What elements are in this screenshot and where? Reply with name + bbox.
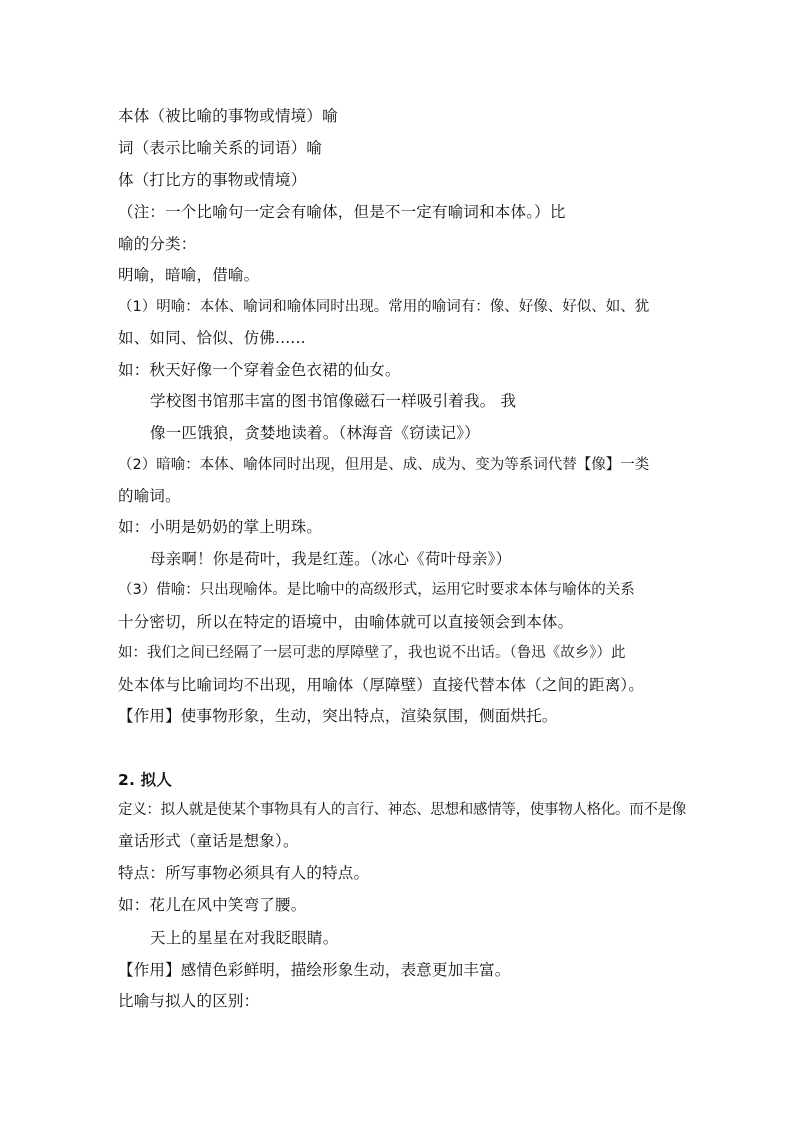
text-line: 体（打比方的事物或情境）	[118, 171, 307, 189]
text-line: 像一匹饿狼，贪婪地读着。（林海音《窃读记》）	[150, 424, 480, 442]
text-line: 定义：拟人就是使某个事物具有人的言行、神态、思想和感情等，使事物人格化。而不是像	[118, 802, 686, 818]
text-line: 本体（被比喻的事物或情境）喻	[118, 107, 338, 125]
text-line: 如：秋天好像一个穿着金色衣裙的仙女。	[118, 361, 401, 379]
text-line: 词（表示比喻关系的词语）喻	[118, 139, 323, 157]
text-line: 明喻，暗喻，借喻。	[118, 266, 260, 284]
text-line: 学校图书馆那丰富的图书馆像磁石一样吸引着我。 我	[150, 392, 517, 410]
text-line: 十分密切，所以在特定的语境中，由喻体就可以直接领会到本体。	[118, 613, 574, 631]
text-line: （2）暗喻：本体、喻体同时出现，但用是、成、成为、变为等系词代替【像】一类	[118, 457, 650, 473]
text-line: 的喻词。	[118, 487, 181, 505]
text-line: （注：一个比喻句一定会有喻体，但是不一定有喻词和本体。）比	[118, 203, 566, 221]
section-heading: 2. 拟人	[118, 771, 173, 789]
text-line: 如：小明是奶奶的掌上明珠。	[118, 518, 323, 536]
text-line: 如：我们之间已经隔了一层可悲的厚障壁了，我也说不出话。（鲁迅《故乡》）此	[118, 645, 626, 661]
text-line: 喻的分类：	[118, 235, 197, 253]
text-line: 母亲啊！你是荷叶，我是红莲。（冰心《荷叶母亲》）	[150, 550, 512, 568]
text-line: （1）明喻：本体、喻词和喻体同时出现。常用的喻词有：像、好像、好似、如、犹	[118, 299, 650, 315]
text-line: 处本体与比喻词均不出现，用喻体（厚障壁）直接代替本体（之间的距离）。	[118, 676, 645, 694]
text-line: 比喻与拟人的区别：	[118, 992, 260, 1010]
text-line: 特点：所写事物必须具有人的特点。	[118, 864, 370, 882]
text-line: 如、如同、恰似、仿佛......	[118, 329, 306, 347]
text-line: 天上的星星在对我眨眼睛。	[150, 929, 339, 947]
text-line: 【作用】感情色彩鲜明，描绘形象生动，表意更加丰富。	[118, 961, 511, 979]
text-line: （3）借喻：只出现喻体。是比喻中的高级形式，运用它时要求本体与喻体的关系	[118, 582, 635, 598]
text-line: 如：花儿在风中笑弯了腰。	[118, 896, 307, 914]
text-line: 童话形式（童话是想象）。	[118, 832, 299, 850]
text-line: 【作用】使事物形象，生动，突出特点，渲染氛围，侧面烘托。	[118, 707, 558, 725]
